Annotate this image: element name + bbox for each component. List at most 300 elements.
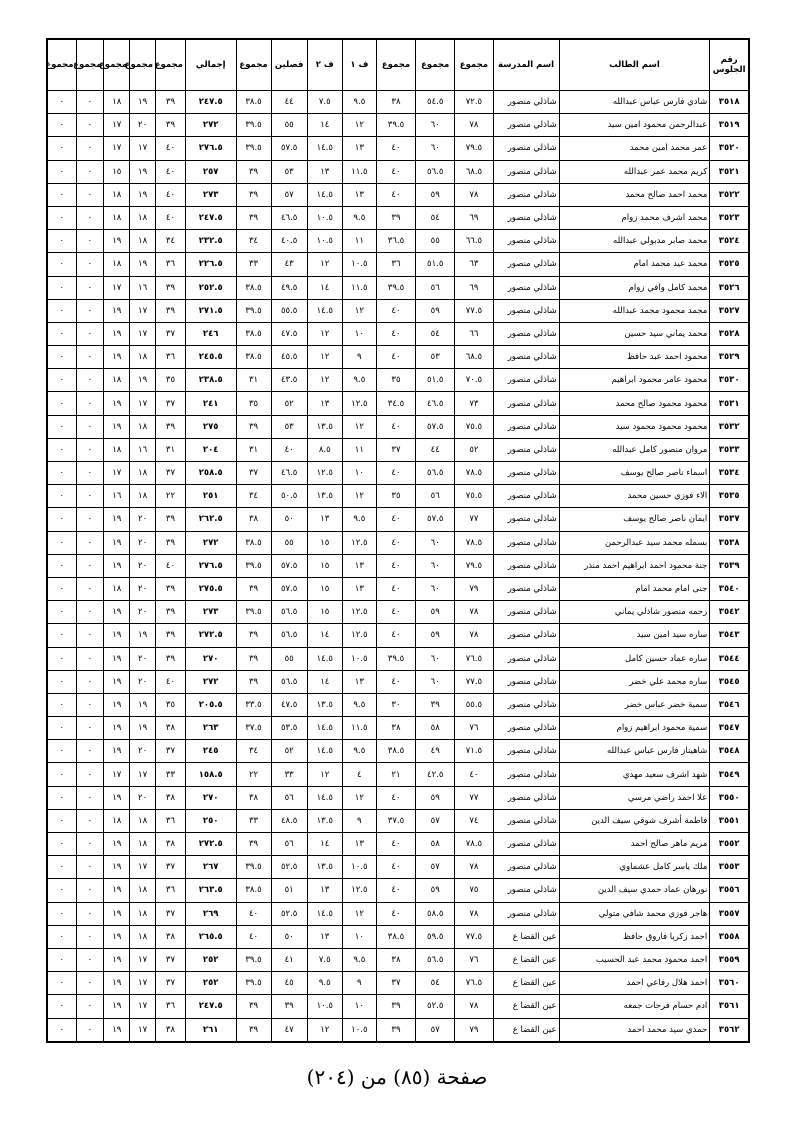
table-cell: ١٣.٥ [307,485,342,508]
table-cell: ١٩ [104,554,130,577]
table-cell: ٥٩ [416,624,455,647]
school-name-cell: شاذلي منصور [493,206,559,229]
table-cell: ١٠.٥ [307,995,342,1018]
student-name-cell: ايمان ناصر صالح يوسف [559,508,710,531]
table-cell: ٠ [76,230,104,253]
table-cell: ٠ [47,717,76,740]
table-cell: ١٨ [104,577,130,600]
table-cell: ١٨ [104,91,130,114]
table-row [47,415,749,438]
seat-number-cell: ٣٥٤٦ [710,693,749,716]
table-cell: ٢٢ [236,763,271,786]
table-cell: ٠ [47,554,76,577]
table-cell: ٥٦.٥ [271,670,307,693]
table-cell: ٣٧ [155,948,185,971]
total-cell: ٢٤٧.٥ [185,206,236,229]
table-cell: ٠ [76,253,104,276]
table-cell: ٥٤.٥ [416,91,455,114]
table-cell: ٠ [76,346,104,369]
table-cell: ٦٨.٥ [455,160,493,183]
table-cell: ٣٧ [155,902,185,925]
table-cell: ١٤ [307,624,342,647]
table-cell: ٥٥.٥ [455,693,493,716]
school-name-cell: شاذلي منصور [493,531,559,554]
table-cell: ٣٩.٥ [236,948,271,971]
table-cell: ٣٩ [236,206,271,229]
table-cell: ٦٠ [416,647,455,670]
table-cell: ٦٦.٥ [455,230,493,253]
table-cell: ١٩ [104,624,130,647]
table-row [47,809,749,832]
table-cell: ٥٣ [416,346,455,369]
table-cell: ١٩ [104,856,130,879]
table-cell: ٧٩ [455,1018,493,1042]
table-cell: ٧٢.٥ [455,91,493,114]
table-cell: ٠ [76,670,104,693]
table-cell: ١٩ [104,346,130,369]
table-cell: ١٨ [130,346,156,369]
total-cell: ٢٧٢.٥ [185,833,236,856]
table-cell: ٤٠ [155,554,185,577]
table-cell: ١٠.٥ [342,647,376,670]
table-cell: ٦٠ [416,554,455,577]
total-cell: ٢٤٧.٥ [185,995,236,1018]
table-cell: ٤٦.٥ [271,206,307,229]
table-cell: ١٠ [342,925,376,948]
total-cell: ٢٣٨.٥ [185,369,236,392]
total-cell: ٢٧٠ [185,647,236,670]
table-cell: ٠ [76,554,104,577]
student-name-cell: مريم ماهر صالح احمد [559,833,710,856]
table-cell: ٣٩.٥ [236,137,271,160]
total-cell: ٢٧٥ [185,415,236,438]
seat-number-cell: ٣٥٥٢ [710,833,749,856]
table-cell: ٠ [76,972,104,995]
school-name-cell: شاذلي منصور [493,879,559,902]
table-cell: ٧٩.٥ [455,554,493,577]
table-cell: ٧.٥ [307,91,342,114]
seat-number-cell: ٣٥٥٩ [710,948,749,971]
school-name-cell: عين القضا ع [493,925,559,948]
table-cell: ٠ [76,647,104,670]
table-cell: ٦٠ [416,114,455,137]
student-name-cell: كريم محمد عمر عبدالله [559,160,710,183]
table-cell: ٤٠ [155,206,185,229]
table-row [47,554,749,577]
table-row [47,369,749,392]
total-cell: ٢٢٦.٥ [185,253,236,276]
student-name-cell: علا احمد راضي مرسي [559,786,710,809]
table-cell: ٤٠ [271,438,307,461]
table-cell: ٤٥ [271,972,307,995]
table-cell: ١٨ [130,206,156,229]
table-cell: ٠ [47,809,76,832]
column-header: ف ٢ [307,39,342,91]
table-cell: ٥١.٥ [416,369,455,392]
table-cell: ٩.٥ [307,972,342,995]
table-cell: ١٩ [104,717,130,740]
table-cell: ٣٩ [236,160,271,183]
table-cell: ٠ [47,299,76,322]
table-cell: ٣٧.٥ [376,809,415,832]
table-cell: ٣٨ [155,786,185,809]
table-cell: ١٧ [130,948,156,971]
seat-number-cell: ٣٥٦١ [710,995,749,1018]
table-cell: ٣٣ [236,809,271,832]
school-name-cell: شاذلي منصور [493,392,559,415]
school-name-cell: شاذلي منصور [493,346,559,369]
table-cell: ٩.٥ [342,508,376,531]
table-cell: ٠ [76,763,104,786]
table-cell: ٠ [47,369,76,392]
table-cell: ٠ [47,183,76,206]
table-cell: ٤٠ [376,624,415,647]
table-cell: ٠ [47,322,76,345]
table-cell: ٥٨ [416,717,455,740]
seat-number-cell: ٣٥٢٠ [710,137,749,160]
table-cell: ٣٩.٥ [236,114,271,137]
table-cell: ١٢ [307,322,342,345]
school-name-cell: شاذلي منصور [493,253,559,276]
table-cell: ٧٨ [455,902,493,925]
total-cell: ٢٧٣ [185,601,236,624]
table-cell: ٣٦.٥ [376,230,415,253]
table-row [47,485,749,508]
table-cell: ٣٧ [376,438,415,461]
school-name-cell: شاذلي منصور [493,670,559,693]
table-cell: ١٢.٥ [342,624,376,647]
table-cell: ٠ [76,369,104,392]
table-cell: ٢٠ [130,647,156,670]
column-header: مجموع [130,39,156,91]
table-cell: ٠ [76,322,104,345]
column-header: مجموع [155,39,185,91]
table-cell: ٣٩ [155,114,185,137]
table-cell: ٣٨.٥ [236,346,271,369]
table-cell: ٠ [76,833,104,856]
table-cell: ٥٧ [416,809,455,832]
table-cell: ٠ [47,1018,76,1042]
student-name-cell: محمد محمود محمد عبدالله [559,299,710,322]
column-header: مجموع [76,39,104,91]
school-name-cell: شاذلي منصور [493,415,559,438]
table-cell: ١٢ [342,485,376,508]
table-cell: ١٩ [130,624,156,647]
table-cell: ٤٣.٥ [271,369,307,392]
table-cell: ٣٣ [155,763,185,786]
table-cell: ٠ [47,647,76,670]
table-cell: ١٩ [104,392,130,415]
seat-number-cell: ٣٥٣١ [710,392,749,415]
total-cell: ٢٦٧ [185,856,236,879]
table-body [47,91,749,1042]
table-cell: ٠ [76,879,104,902]
table-cell: ١٧ [130,322,156,345]
total-cell: ٢٧٦.٥ [185,554,236,577]
table-cell: ٣٣.٥ [236,693,271,716]
table-cell: ١٩ [104,322,130,345]
table-cell: ١٩ [130,253,156,276]
table-cell: ٧٨.٥ [455,833,493,856]
table-cell: ٠ [47,531,76,554]
table-cell: ٤٢.٥ [416,763,455,786]
column-header: مجموع [104,39,130,91]
table-cell: ١٧ [104,137,130,160]
school-name-cell: شاذلي منصور [493,485,559,508]
seat-number-cell: ٣٥٦٢ [710,1018,749,1042]
table-cell: ١٩ [130,160,156,183]
table-cell: ١٨ [130,833,156,856]
table-cell: ٩ [342,972,376,995]
student-name-cell: جنى امام محمد امام [559,577,710,600]
table-cell: ١٢ [342,415,376,438]
school-name-cell: شاذلي منصور [493,856,559,879]
seat-number-cell: ٣٥٢٩ [710,346,749,369]
table-cell: ٢٠ [130,508,156,531]
table-cell: ١٩ [104,1018,130,1042]
table-cell: ١٠ [342,995,376,1018]
student-name-cell: ساره عماد حسين كامل [559,647,710,670]
table-cell: ٣٦ [155,995,185,1018]
table-cell: ٤٠ [376,554,415,577]
table-cell: ٧٨ [455,183,493,206]
table-cell: ٦٩ [455,276,493,299]
table-cell: ٠ [76,856,104,879]
student-name-cell: احمد هلال رفاعي احمد [559,972,710,995]
total-cell: ٢٦٣ [185,717,236,740]
table-cell: ٣٧ [155,856,185,879]
seat-number-cell: ٣٥١٩ [710,114,749,137]
table-cell: ٧٦.٥ [455,972,493,995]
table-cell: ٠ [47,601,76,624]
table-cell: ٢٠ [130,740,156,763]
table-cell: ٥٦ [416,276,455,299]
table-cell: ١٨ [104,183,130,206]
total-cell: ٢٣٢.٥ [185,230,236,253]
school-name-cell: شاذلي منصور [493,902,559,925]
table-cell: ١٤.٥ [307,786,342,809]
table-cell: ٠ [47,740,76,763]
table-cell: ٤١ [271,948,307,971]
student-name-cell: محمد عيد محمد امام [559,253,710,276]
table-cell: ٥٧.٥ [416,415,455,438]
page-number-footer: صفحة (٨٥) من (٢٠٤) [306,1065,488,1089]
school-name-cell: شاذلي منصور [493,230,559,253]
table-cell: ١٢ [307,369,342,392]
table-row [47,856,749,879]
table-cell: ٠ [47,91,76,114]
header-row [47,39,749,91]
table-cell: ٣٨ [236,508,271,531]
seat-number-cell: ٣٥٥٨ [710,925,749,948]
table-cell: ٧٧ [455,508,493,531]
table-cell: ٢٠ [130,577,156,600]
table-cell: ١٥ [104,160,130,183]
total-cell: ٢٧٢ [185,114,236,137]
table-cell: ٠ [47,879,76,902]
table-cell: ٥٦.٥ [271,624,307,647]
table-cell: ٥٦ [271,786,307,809]
student-name-cell: فاطمة أشرف شوقي سيف الدين [559,809,710,832]
table-cell: ٤٠ [376,856,415,879]
table-cell: ٣٩ [236,995,271,1018]
table-row [47,462,749,485]
student-name-cell: رحمه منصور شاذلي يماني [559,601,710,624]
table-cell: ١٣ [342,183,376,206]
school-name-cell: شاذلي منصور [493,577,559,600]
seat-number-cell: ٣٥٢٨ [710,322,749,345]
table-row [47,925,749,948]
table-cell: ٣٩.٥ [376,276,415,299]
table-cell: ٤٥.٥ [271,346,307,369]
table-cell: ٠ [76,462,104,485]
table-cell: ١٧ [104,462,130,485]
table-cell: ٣٩ [155,601,185,624]
student-name-cell: شهد اشرف سعيد مهدي [559,763,710,786]
table-cell: ١٧ [104,114,130,137]
table-cell: ٩.٥ [342,740,376,763]
table-cell: ١٣ [307,508,342,531]
table-cell: ١٩ [104,972,130,995]
table-cell: ٥٢ [271,392,307,415]
table-cell: ١٦ [104,485,130,508]
table-cell: ٤٠ [376,508,415,531]
table-cell: ١٣ [342,554,376,577]
seat-number-cell: ٣٥٥٦ [710,879,749,902]
table-cell: ٦٣ [455,253,493,276]
table-cell: ١٤ [307,114,342,137]
table-cell: ٣٩.٥ [236,299,271,322]
table-row [47,508,749,531]
table-cell: ٦٩ [455,206,493,229]
table-row [47,299,749,322]
table-cell: ١٣.٥ [307,693,342,716]
table-cell: ١٢.٥ [342,879,376,902]
table-cell: ١٩ [104,647,130,670]
table-cell: ٠ [47,438,76,461]
table-cell: ٠ [76,717,104,740]
table-row [47,693,749,716]
total-cell: ١٥٨.٥ [185,763,236,786]
table-cell: ٣٨.٥ [236,879,271,902]
table-cell: ٣٤ [155,230,185,253]
table-cell: ١٩ [104,786,130,809]
table-cell: ٧٠.٥ [455,369,493,392]
table-cell: ١٦ [130,438,156,461]
table-row [47,392,749,415]
table-cell: ١٩ [104,925,130,948]
table-cell: ٣٧ [155,322,185,345]
table-row [47,995,749,1018]
table-cell: ٠ [47,902,76,925]
table-cell: ٣٩ [236,670,271,693]
table-cell: ١٥ [307,554,342,577]
school-name-cell: شاذلي منصور [493,438,559,461]
table-cell: ٣٨ [155,925,185,948]
student-name-cell: سمية خضر عباس خضر [559,693,710,716]
total-cell: ٢٦٢.٥ [185,508,236,531]
table-cell: ٣٧ [155,462,185,485]
table-cell: ٣١ [236,438,271,461]
table-cell: ٣٩ [376,206,415,229]
seat-number-cell: ٣٥٤٩ [710,763,749,786]
table-cell: ٣٩ [155,531,185,554]
table-cell: ٣٤ [236,485,271,508]
school-name-cell: شاذلي منصور [493,717,559,740]
table-row [47,624,749,647]
total-cell: ٢٧٣ [185,183,236,206]
school-name-cell: شاذلي منصور [493,276,559,299]
table-cell: ٤ [342,763,376,786]
table-cell: ١٨ [130,809,156,832]
total-cell: ٢٤١ [185,392,236,415]
school-name-cell: شاذلي منصور [493,786,559,809]
table-cell: ٠ [47,114,76,137]
table-cell: ٣٨.٥ [236,531,271,554]
school-name-cell: عين القضا ع [493,995,559,1018]
table-cell: ٠ [76,995,104,1018]
column-header: مجموع [47,39,76,91]
table-cell: ٥١ [271,879,307,902]
table-cell: ١٩ [130,183,156,206]
table-cell: ١٧ [130,137,156,160]
table-cell: ٥٦.٥ [271,601,307,624]
table-cell: ٤٠ [376,462,415,485]
table-cell: ٣٨.٥ [236,276,271,299]
table-cell: ٧٦ [455,717,493,740]
table-cell: ٣٧ [155,740,185,763]
table-cell: ١٨ [130,485,156,508]
table-cell: ٣٨ [376,948,415,971]
table-cell: ٥٤ [416,206,455,229]
table-cell: ٠ [76,114,104,137]
table-cell: ١٢ [342,299,376,322]
table-cell: ١٠.٥ [342,856,376,879]
table-cell: ٠ [47,786,76,809]
total-cell: ٢٥١ [185,485,236,508]
table-cell: ٥٥ [271,531,307,554]
table-row [47,833,749,856]
table-cell: ١١.٥ [342,717,376,740]
column-header: اسم المدرسة [493,39,559,91]
school-name-cell: عين القضا ع [493,1018,559,1042]
table-cell: ٧٨.٥ [455,531,493,554]
student-name-cell: محمود محمود صالح محمد [559,392,710,415]
column-header: ف ١ [342,39,376,91]
table-cell: ٠ [47,995,76,1018]
student-name-cell: محمد صابر مدبولي عبدالله [559,230,710,253]
table-cell: ١٤.٥ [307,740,342,763]
table-cell: ٤٤ [416,438,455,461]
table-cell: ٣٩ [155,508,185,531]
total-cell: ٢٥٢ [185,948,236,971]
student-name-cell: اسماء ناصر صالح يوسف [559,462,710,485]
table-cell: ٣٨ [236,786,271,809]
seat-number-cell: ٣٥٦٠ [710,972,749,995]
table-cell: ٠ [47,925,76,948]
table-cell: ٣٨ [155,1018,185,1042]
seat-number-cell: ٣٥٣٢ [710,415,749,438]
total-cell: ٢٧٦.٥ [185,137,236,160]
table-cell: ٥٩ [416,786,455,809]
table-row [47,91,749,114]
table-cell: ٥٧ [271,183,307,206]
table-cell: ٤٤ [271,91,307,114]
table-cell: ٤٩.٥ [271,276,307,299]
table-cell: ٣٩ [236,647,271,670]
column-header: مجموع [455,39,493,91]
table-cell: ٣٩ [155,577,185,600]
